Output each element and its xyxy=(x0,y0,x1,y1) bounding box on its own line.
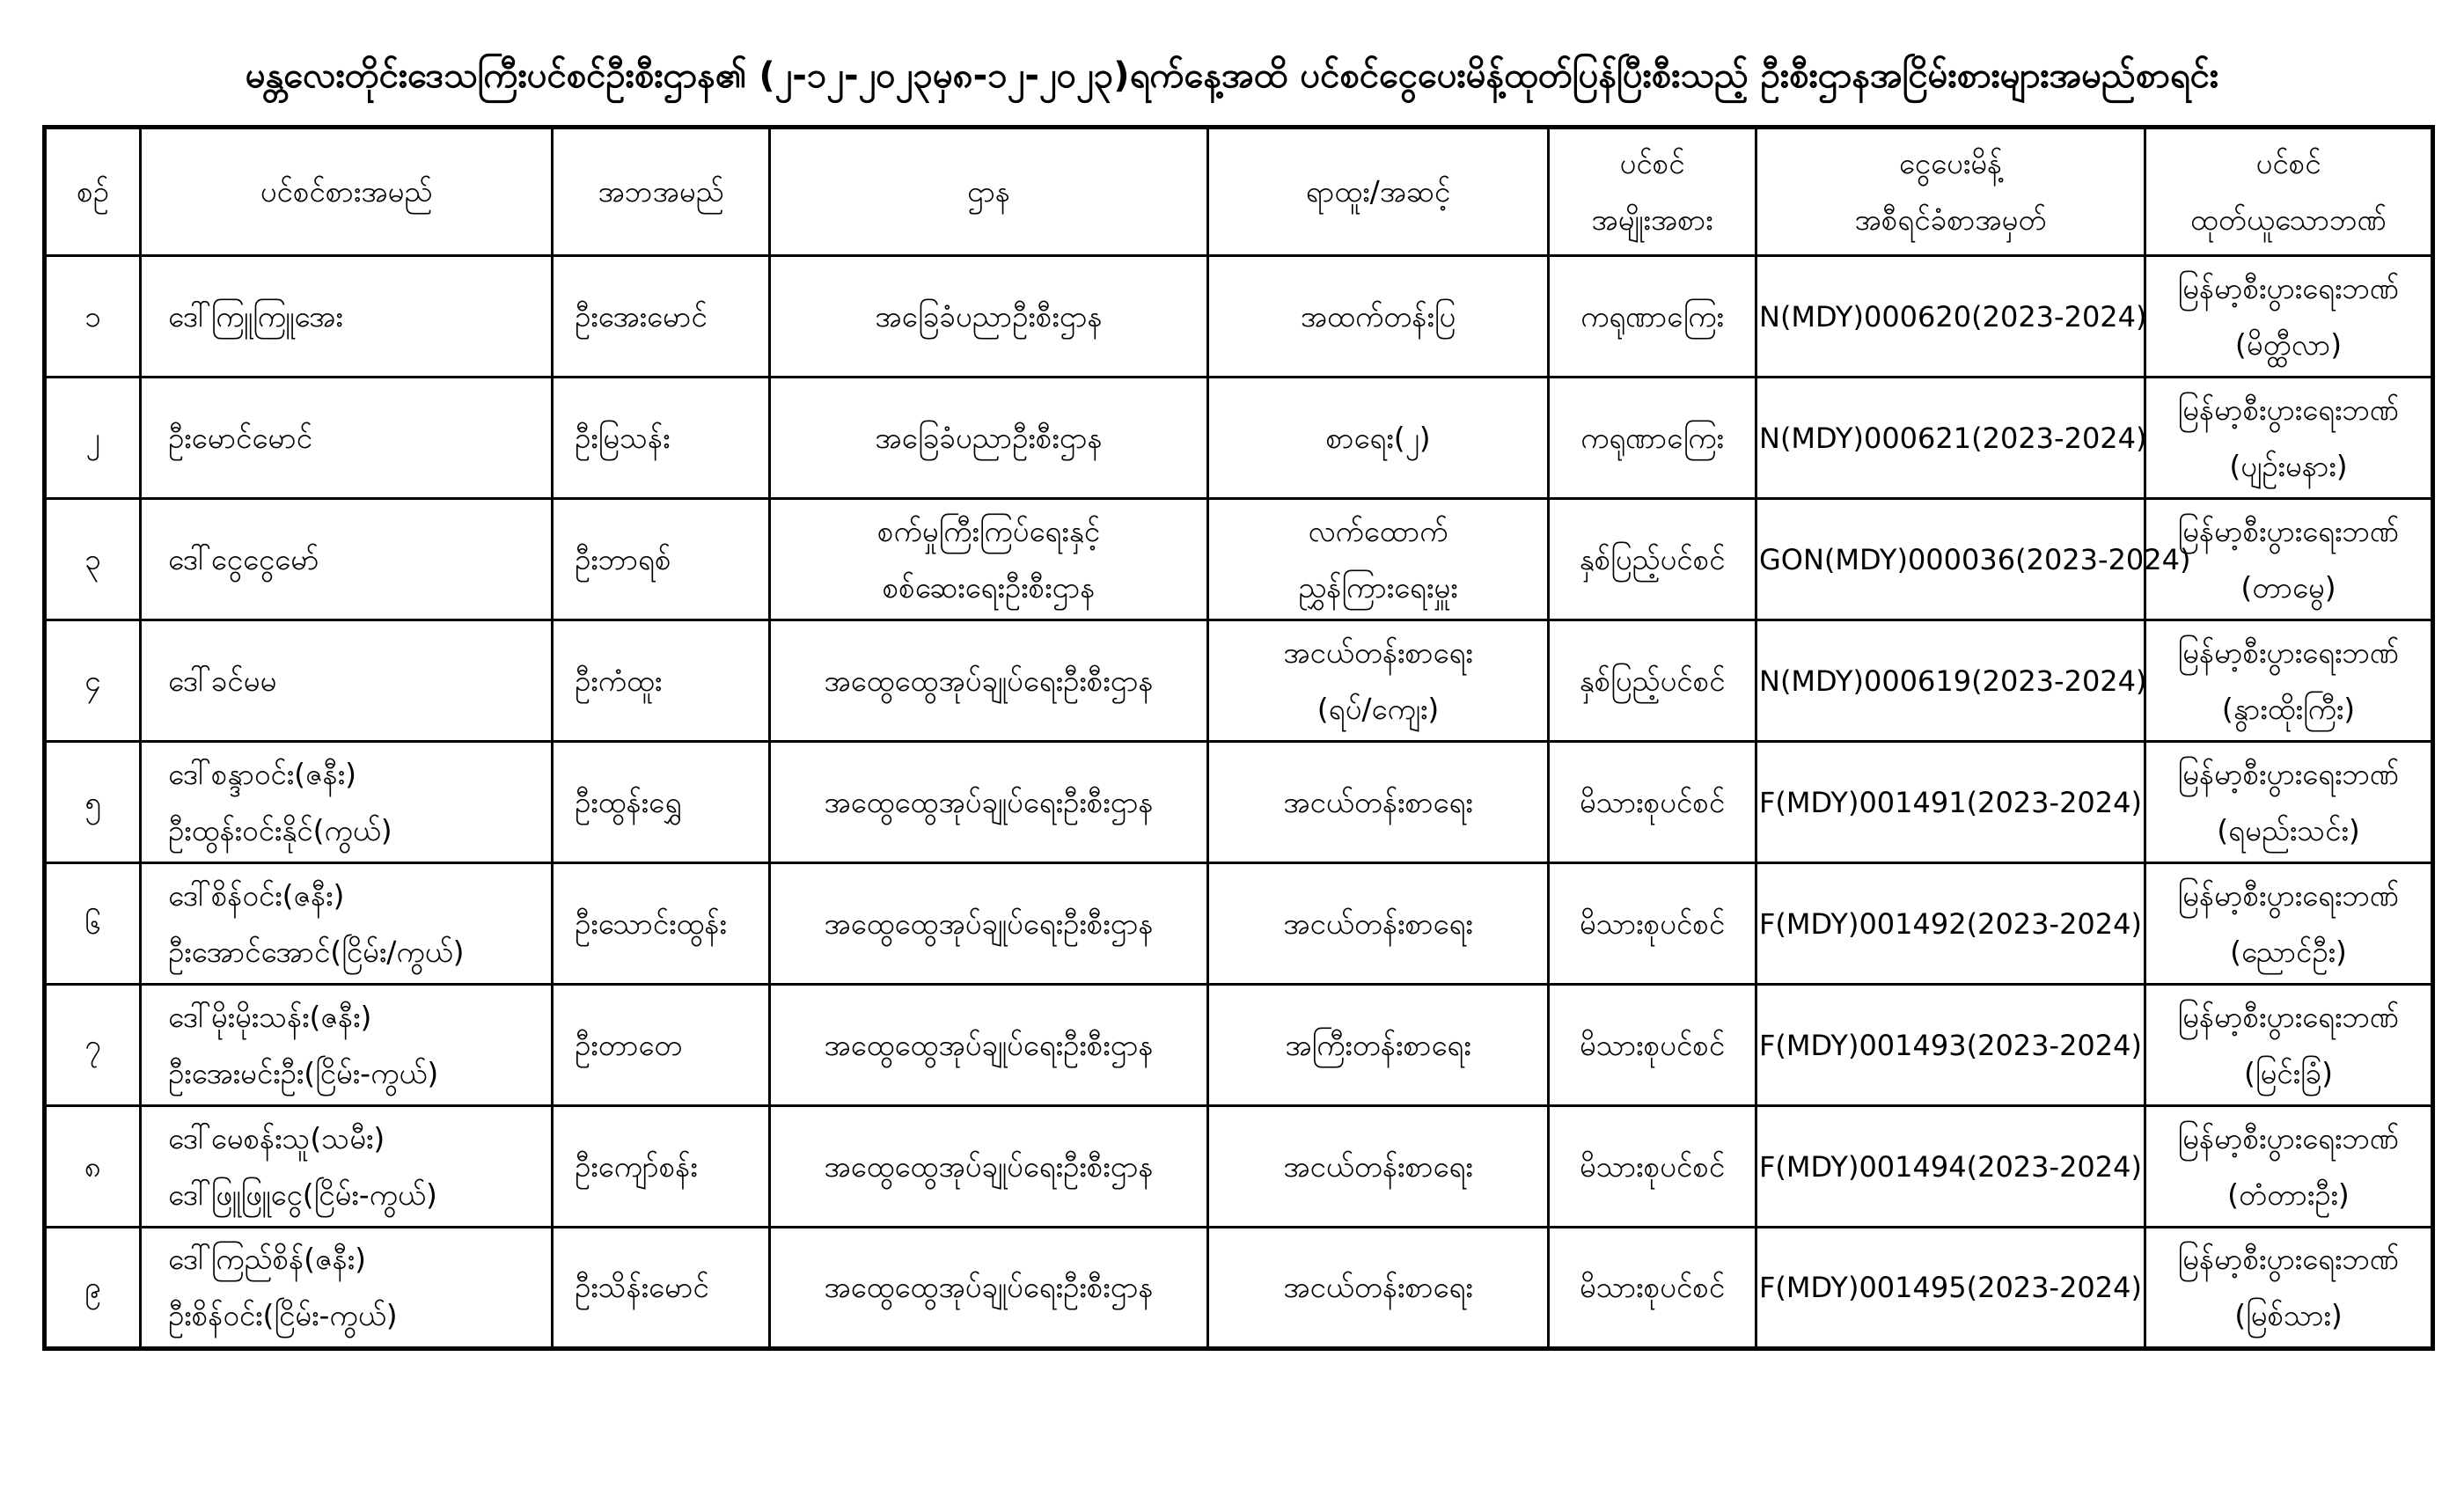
order-number: F(MDY)001494(2023-2024) xyxy=(1756,1106,2145,1228)
rank: အငယ်တန်းစာရေး (ရပ်/ကျေး) xyxy=(1208,620,1549,742)
header-pensioner-name: ပင်စင်စားအမည် xyxy=(141,128,553,256)
department: အထွေထွေအုပ်ချုပ်ရေးဦးစီးဌာန xyxy=(770,742,1208,863)
table-row xyxy=(45,378,2433,499)
father-name: ဦးကျော်စန်း xyxy=(553,1106,770,1228)
table-row xyxy=(45,742,2433,863)
row-number: ၉ xyxy=(45,1228,141,1349)
order-number: F(MDY)001492(2023-2024) xyxy=(1756,863,2145,985)
pension-type: နှစ်ပြည့်ပင်စင် xyxy=(1549,620,1756,742)
department: အခြေခံပညာဦးစီးဌာန xyxy=(770,378,1208,499)
pensioner-name: ဒေါ်စန္ဒာဝင်း(ဇနီး) ဦးထွန်းဝင်းနိုင်(ကွယ်) xyxy=(141,742,553,863)
bank: မြန်မာ့စီးပွားရေးဘဏ် (နွားထိုးကြီး) xyxy=(2145,620,2433,742)
table-row xyxy=(45,985,2433,1106)
header-father-name: အဘအမည် xyxy=(553,128,770,256)
rank: အငယ်တန်းစာရေး xyxy=(1208,1106,1549,1228)
rank: အထက်တန်းပြ xyxy=(1208,256,1549,378)
row-number: ၁ xyxy=(45,256,141,378)
bank: မြန်မာ့စီးပွားရေးဘဏ် (တံတားဦး) xyxy=(2145,1106,2433,1228)
pensioner-name: ဒေါ်ကြည်စိန်(ဇနီး) ဦးစိန်ဝင်း(ငြိမ်း-ကွယ်) xyxy=(141,1228,553,1349)
father-name: ဦးကံထူး xyxy=(553,620,770,742)
department: အခြေခံပညာဦးစီးဌာန xyxy=(770,256,1208,378)
father-name: ဦးတာတေ xyxy=(553,985,770,1106)
rank: အငယ်တန်းစာရေး xyxy=(1208,863,1549,985)
order-number: N(MDY)000621(2023-2024) xyxy=(1756,378,2145,499)
father-name: ဦးသိန်းမောင် xyxy=(553,1228,770,1349)
page-title: မန္တလေးတိုင်းဒေသကြီးပင်စင်ဦးစီးဌာန၏ (၂-၁၂-၂၀၂၃မှ၈-၁၂-၂၀၂၃)ရက်နေ့အထိ ပင်စင်ငွေပေးမိန့်ထုတ်ပြန်ပြီးစီးသည့် ဦးစီးဌာနအငြိမ်းစားများအမည်စာရင်း xyxy=(245,55,2219,96)
bank: မြန်မာ့စီးပွားရေးဘဏ် (ရမည်းသင်း) xyxy=(2145,742,2433,863)
table-row xyxy=(45,499,2433,620)
pension-type: မိသားစုပင်စင် xyxy=(1549,742,1756,863)
pension-type: မိသားစုပင်စင် xyxy=(1549,985,1756,1106)
department: အထွေထွေအုပ်ချုပ်ရေးဦးစီးဌာန xyxy=(770,985,1208,1106)
department: အထွေထွေအုပ်ချုပ်ရေးဦးစီးဌာန xyxy=(770,863,1208,985)
pensioner-name: ဒေါ်ခင်မမ xyxy=(141,620,553,742)
row-number: ၄ xyxy=(45,620,141,742)
order-number: F(MDY)001495(2023-2024) xyxy=(1756,1228,2145,1349)
father-name: ဦးထွန်းရွှေ xyxy=(553,742,770,863)
order-number: F(MDY)001491(2023-2024) xyxy=(1756,742,2145,863)
row-number: ၇ xyxy=(45,985,141,1106)
rank: အကြီးတန်းစာရေး xyxy=(1208,985,1549,1106)
pensioner-name: ဒေါ်မေစန်းသူ(သမီး) ဒေါ်ဖြူဖြူငွေ(ငြိမ်း-ကွယ်) xyxy=(141,1106,553,1228)
bank: မြန်မာ့စီးပွားရေးဘဏ် (မြင်းခြံ) xyxy=(2145,985,2433,1106)
pension-type: နှစ်ပြည့်ပင်စင် xyxy=(1549,499,1756,620)
rank: အငယ်တန်းစာရေး xyxy=(1208,1228,1549,1349)
pensioner-name: ဒေါ်စိန်ဝင်း(ဇနီး) ဦးအောင်အောင်(ငြိမ်း/ကွယ်) xyxy=(141,863,553,985)
header-order-number: ငွေပေးမိန့် အစီရင်ခံစာအမှတ် xyxy=(1756,128,2145,256)
department: အထွေထွေအုပ်ချုပ်ရေးဦးစီးဌာန xyxy=(770,1228,1208,1349)
row-number: ၆ xyxy=(45,863,141,985)
pensioner-table xyxy=(42,125,2435,1351)
order-number: N(MDY)000620(2023-2024) xyxy=(1756,256,2145,378)
pension-type: မိသားစုပင်စင် xyxy=(1549,1106,1756,1228)
order-number: N(MDY)000619(2023-2024) xyxy=(1756,620,2145,742)
table-row xyxy=(45,620,2433,742)
table-row xyxy=(45,256,2433,378)
rank: စာရေး(၂) xyxy=(1208,378,1549,499)
row-number: ၅ xyxy=(45,742,141,863)
row-number: ၂ xyxy=(45,378,141,499)
rank: အငယ်တန်းစာရေး xyxy=(1208,742,1549,863)
order-number: F(MDY)001493(2023-2024) xyxy=(1756,985,2145,1106)
header-pension-type: ပင်စင် အမျိုးအစား xyxy=(1549,128,1756,256)
pensioner-name: ဒေါ်မိုးမိုးသန်း(ဇနီး) ဦးအေးမင်းဦး(ငြိမ်း-ကွယ်) xyxy=(141,985,553,1106)
pensioner-name: ဦးမောင်မောင် xyxy=(141,378,553,499)
bank: မြန်မာ့စီးပွားရေးဘဏ် (မြစ်သား) xyxy=(2145,1228,2433,1349)
table-row xyxy=(45,1228,2433,1349)
bank: မြန်မာ့စီးပွားရေးဘဏ် (တာမွေ) xyxy=(2145,499,2433,620)
pension-type: ကရုဏာကြေး xyxy=(1549,378,1756,499)
row-number: ၈ xyxy=(45,1106,141,1228)
bank: မြန်မာ့စီးပွားရေးဘဏ် (ပျဉ်းမနား) xyxy=(2145,378,2433,499)
row-number: ၃ xyxy=(45,499,141,620)
header-bank: ပင်စင် ထုတ်ယူသောဘဏ် xyxy=(2145,128,2433,256)
department: အထွေထွေအုပ်ချုပ်ရေးဦးစီးဌာန xyxy=(770,620,1208,742)
father-name: ဦးသောင်းထွန်း xyxy=(553,863,770,985)
table-row xyxy=(45,863,2433,985)
pension-type: မိသားစုပင်စင် xyxy=(1549,1228,1756,1349)
father-name: ဦးမြသန်း xyxy=(553,378,770,499)
header-rank: ရာထူး/အဆင့် xyxy=(1208,128,1549,256)
bank: မြန်မာ့စီးပွားရေးဘဏ် (ညောင်ဦး) xyxy=(2145,863,2433,985)
bank: မြန်မာ့စီးပွားရေးဘဏ် (မိတ္ထီလာ) xyxy=(2145,256,2433,378)
header-department: ဌာန xyxy=(770,128,1208,256)
department: အထွေထွေအုပ်ချုပ်ရေးဦးစီးဌာန xyxy=(770,1106,1208,1228)
department: စက်မှုကြီးကြပ်ရေးနှင့် စစ်ဆေးရေးဦးစီးဌာန xyxy=(770,499,1208,620)
header-no: စဉ် xyxy=(45,128,141,256)
table-body xyxy=(45,256,2433,1349)
pensioner-name: ဒေါ်ငွေငွေမော် xyxy=(141,499,553,620)
order-number: GON(MDY)000036(2023-2024) xyxy=(1756,499,2145,620)
pensioner-table-container xyxy=(42,125,2435,1351)
father-name: ဦးဘာရစ် xyxy=(553,499,770,620)
father-name: ဦးအေးမောင် xyxy=(553,256,770,378)
table-row xyxy=(45,1106,2433,1228)
pension-type: ကရုဏာကြေး xyxy=(1549,256,1756,378)
rank: လက်ထောက် ညွှန်ကြားရေးမှူး xyxy=(1208,499,1549,620)
pension-type: မိသားစုပင်စင် xyxy=(1549,863,1756,985)
pensioner-name: ဒေါ်ကြူကြူအေး xyxy=(141,256,553,378)
table-header-row xyxy=(45,128,2433,256)
